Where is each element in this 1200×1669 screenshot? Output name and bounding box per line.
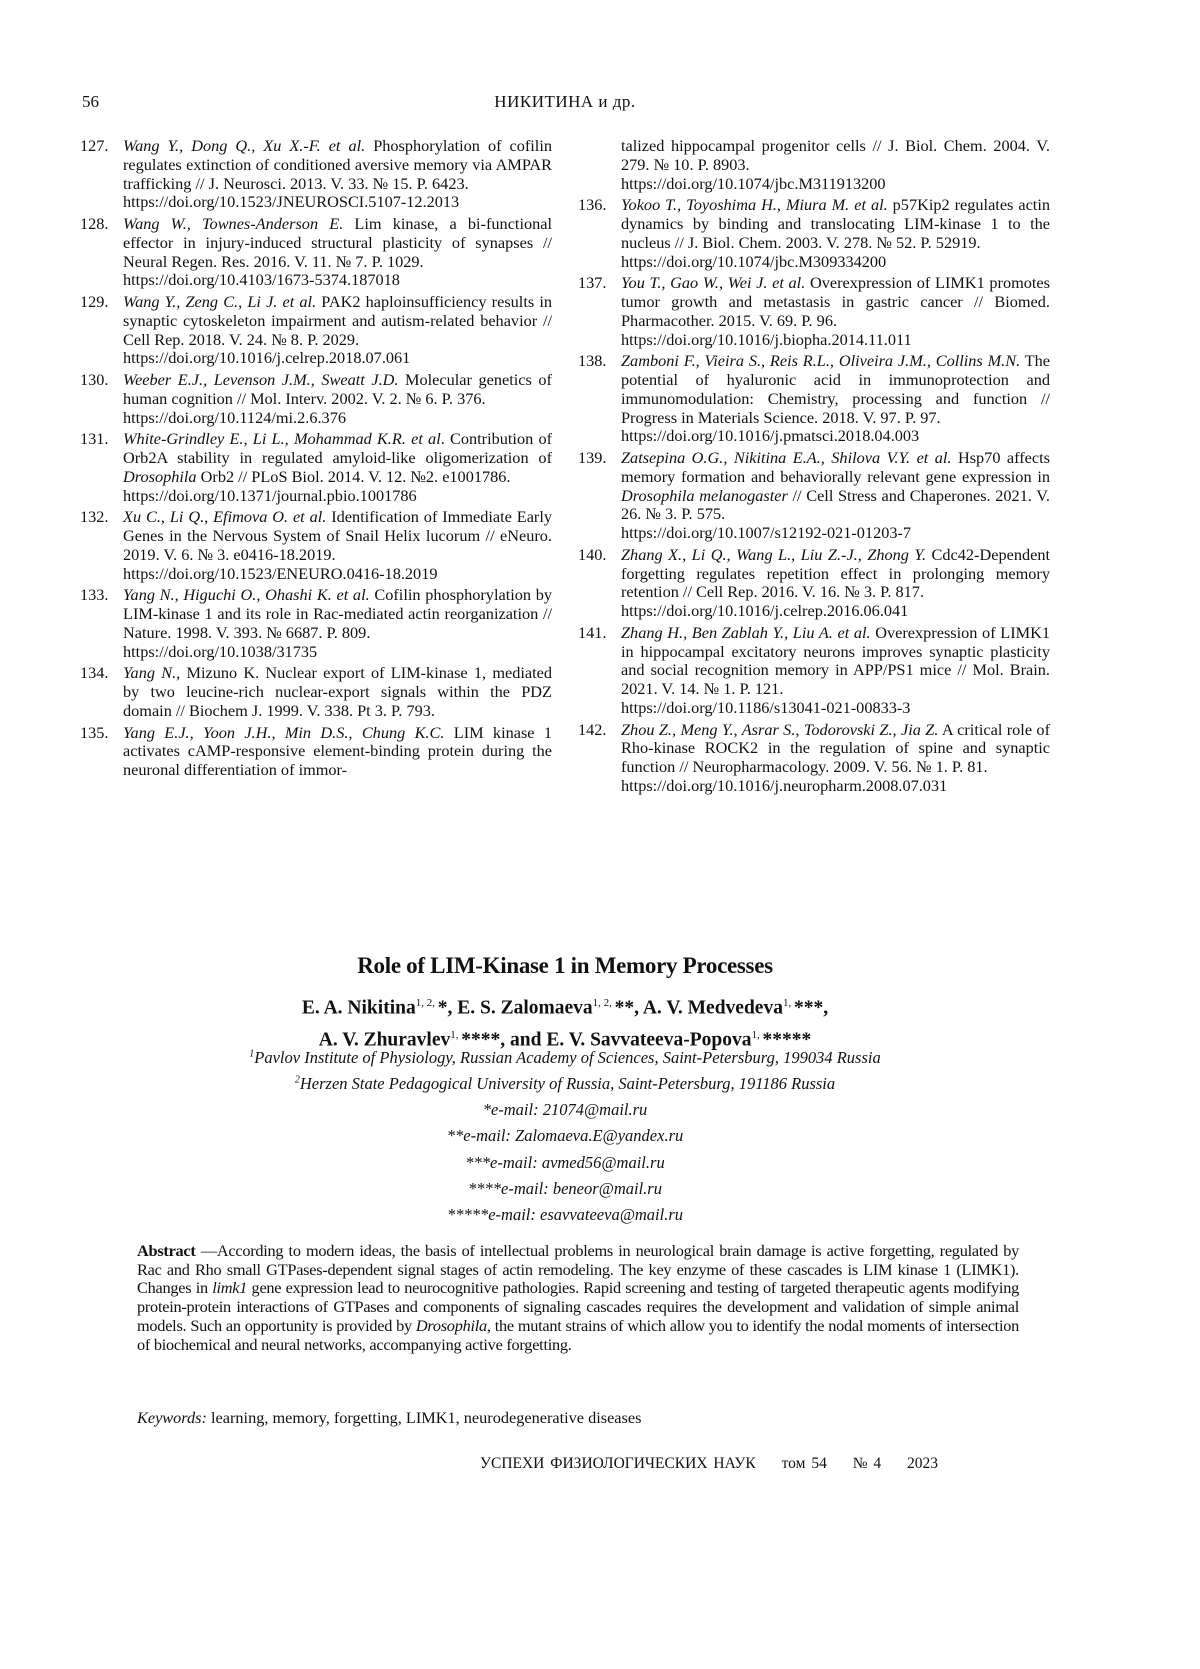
reference-italic-text: Yang N., Higuchi O., Ohashi K. et al. — [123, 585, 370, 604]
reference-text-part: Phosphorylation of cofilin regulates extinction of conditioned aversive memory via AMPAR trafficking // J. Neurosci. 2013. V. 33. № 15. P. 6423. — [123, 136, 552, 193]
author-mark: ***** — [762, 1029, 811, 1050]
reference-doi: https://doi.org/10.1124/mi.2.6.376 — [123, 409, 552, 428]
reference-number: 138. — [578, 352, 607, 371]
journal-footer — [480, 1455, 958, 1473]
reference-item — [80, 508, 552, 583]
author-affiliation-sup: 1, 2, — [593, 997, 615, 1009]
author-mark: ***, — [794, 998, 828, 1019]
reference-item — [578, 624, 1050, 718]
page-number: 56 — [82, 92, 99, 112]
reference-doi: https://doi.org/10.1016/j.celrep.2018.07.061 — [123, 349, 552, 368]
reference-number: 140. — [578, 546, 607, 565]
abstract-text: gene expression lead to neurocognitive pathologies. Rapid screening and testing of targeted therapeutic agents modifying protein-protein interactions of GTPases and components of signaling cascades requires the development and validation of simple animal models. Such an opportunity is provided by — [137, 1278, 1019, 1334]
reference-text — [123, 723, 552, 780]
reference-text-part: Overexpression of LIMK1 promotes tumor growth and metastasis in gastric cancer // Biomed. Pharmacother. 2015. V. 69. P. 96. — [621, 273, 1050, 330]
abstract-text: —According to modern ideas, the basis of intellectual problems in neurological brain damage is active forgetting, regulated by Rac and Rho small GTPases-dependent signal stages of actin remodeling. The key enzyme of these cascades is LIM kinase 1 (LIMK1). Changes in — [137, 1241, 1019, 1297]
reference-text-part: Overexpression of LIMK1 in hippocampal excitatory neurons improves synaptic plasticity and social recognition memory in APP/PS1 mice // Mol. Brain. 2021. V. 14. № 1. P. 121. — [621, 623, 1050, 698]
author-name: E. V. Savvateeva-Popova — [546, 1029, 751, 1050]
keywords — [137, 1408, 641, 1428]
reference-italic-text: Zatsepina O.G., Nikitina E.A., Shilova V.Y. et al. — [621, 448, 952, 467]
reference-italic-text: Yang E.J., Yoon J.H., Min D.S., Chung K.C. — [123, 723, 444, 742]
reference-item — [80, 371, 552, 427]
reference-text — [123, 585, 552, 642]
reference-number: 132. — [80, 508, 109, 527]
reference-italic-text: Zhang H., Ben Zablah Y., Liu A. et al. — [621, 623, 871, 642]
journal-volume: том 54 — [782, 1455, 827, 1472]
abstract — [137, 1242, 1019, 1354]
reference-number: 131. — [80, 430, 109, 449]
reference-text — [123, 429, 552, 486]
email-line: ***e-mail: avmed56@mail.ru — [0, 1153, 1130, 1173]
reference-number: 130. — [80, 371, 109, 390]
reference-text — [621, 195, 1050, 252]
references-right-column — [578, 137, 1050, 799]
reference-number: 135. — [80, 724, 109, 743]
author-name: E. A. Nikitina — [302, 998, 416, 1019]
abstract-label: Abstract — [137, 1241, 196, 1260]
reference-text — [621, 545, 1050, 602]
reference-text-part: talized hippocampal progenitor cells // J. Biol. Chem. 2004. V. 279. № 10. P. 8903. — [621, 136, 1050, 174]
reference-italic-text: Wang W., Townes-Anderson E. — [123, 214, 343, 233]
abstract-text: Drosophila — [416, 1316, 487, 1335]
reference-item — [80, 430, 552, 505]
reference-number: 137. — [578, 274, 607, 293]
reference-item — [80, 664, 552, 720]
reference-number: 133. — [80, 586, 109, 605]
reference-text-part: Orb2 // PLoS Biol. 2014. V. 12. №2. e1001786. — [197, 467, 511, 486]
reference-text-part: A critical role of Rho-kinase ROCK2 in the regulation of spine and synaptic function // Neuropharmacology. 2009. V. 56. № 1. P. 81. — [621, 720, 1050, 777]
email-line: **e-mail: Zalomaeva.E@yandex.ru — [0, 1126, 1130, 1146]
reference-doi: https://doi.org/10.1016/j.neuropharm.2008.07.031 — [621, 777, 1050, 796]
reference-item — [578, 449, 1050, 543]
journal-issue: № 4 — [853, 1455, 881, 1472]
reference-text — [621, 720, 1050, 777]
reference-text — [123, 507, 552, 564]
author-name: A. V. Zhuravlev — [319, 1029, 450, 1050]
keywords-label: Keywords: — [137, 1408, 207, 1427]
reference-text — [123, 214, 552, 271]
reference-italic-text: You T., Gao W., Wei J. et al. — [621, 273, 805, 292]
author-affiliation-sup: 1, 2, — [416, 997, 438, 1009]
reference-italic-text: Drosophila — [123, 467, 197, 486]
reference-italic-text: Drosophila melanogaster — [621, 486, 788, 505]
reference-text — [621, 136, 1050, 174]
reference-doi: https://doi.org/10.1074/jbc.M311913200 — [621, 175, 1050, 194]
author-name: A. V. Medvedeva — [643, 998, 783, 1019]
author-name: E. S. Zalomaeva — [457, 998, 592, 1019]
reference-italic-text: Zhou Z., Meng Y., Asrar S., Todorovski Z., Jia Z. — [621, 720, 938, 739]
reference-item — [80, 586, 552, 661]
journal-name: УСПЕХИ ФИЗИОЛОГИЧЕСКИХ НАУК — [480, 1455, 756, 1472]
article-title: Role of LIM-Kinase 1 in Memory Processes — [0, 953, 1130, 979]
reference-number: 134. — [80, 664, 109, 683]
author-affiliation-sup: 1, — [751, 1029, 762, 1041]
reference-italic-text: Wang Y., Zeng C., Li J. et al. — [123, 292, 316, 311]
reference-italic-text: Wang Y., Dong Q., Xu X.-F. et al. — [123, 136, 365, 155]
reference-item — [578, 196, 1050, 271]
reference-italic-text: White-Grindley E., Li L., Mohammad K.R. et al — [123, 429, 441, 448]
reference-item — [80, 724, 552, 780]
reference-doi: https://doi.org/10.1523/JNEUROSCI.5107-12.2013 — [123, 193, 552, 212]
affiliation-sup: 1 — [249, 1049, 254, 1060]
reference-text — [621, 351, 1050, 426]
reference-text — [123, 663, 552, 720]
reference-text — [621, 623, 1050, 698]
reference-text-part: Molecular genetics of human cognition // Mol. Interv. 2002. V. 2. № 6. P. 376. — [123, 370, 552, 408]
abstract-text: , the mutant strains of which allow you to identify the nodal moments of intersection of biochemical and neural networks, accompanying active forgetting. — [137, 1316, 1019, 1354]
reference-doi: https://doi.org/10.1186/s13041-021-00833-3 — [621, 699, 1050, 718]
authors — [0, 990, 1130, 1053]
reference-doi: https://doi.org/10.1016/j.pmatsci.2018.04.003 — [621, 427, 1050, 446]
reference-text-part: The potential of hyaluronic acid in immunoprotection and immunomodulation: Chemistry, processing and function // Progress in Materials Science. 2018. V. 97. P. 97. — [621, 351, 1050, 426]
abstract-text: limk1 — [212, 1278, 247, 1297]
reference-text-part: Identification of Immediate Early Genes in the Nervous System of Snail Helix lucorum // eNeuro. 2019. V. 6. № 3. e0416-18.2019. — [123, 507, 552, 564]
affiliation-text: Herzen State Pedagogical University of Russia, Saint-Petersburg, 191186 Russia — [300, 1074, 835, 1093]
reference-text — [123, 136, 552, 193]
reference-text — [621, 273, 1050, 330]
reference-doi: https://doi.org/10.1523/ENEURO.0416-18.2019 — [123, 565, 552, 584]
reference-italic-text: Zamboni F., Vieira S., Reis R.L., Oliveira J.M., Collins M.N. — [621, 351, 1020, 370]
running-title: НИКИТИНА и др. — [0, 92, 1130, 112]
reference-italic-text: Zhang X., Li Q., Wang L., Liu Z.-J., Zhong Y. — [621, 545, 926, 564]
reference-text-part: LIM kinase 1 activates cAMP-responsive element-binding protein during the neuronal differentiation of immor- — [123, 723, 552, 780]
author-mark: ****, and — [461, 1029, 546, 1050]
reference-doi: https://doi.org/10.1007/s12192-021-01203-7 — [621, 524, 1050, 543]
author-mark: **, — [615, 998, 643, 1019]
reference-item — [578, 137, 1050, 193]
references-left-column — [80, 137, 552, 783]
reference-text-part: , Mizuno K. Nuclear export of LIM-kinase 1, mediated by two leucine-rich nuclear-export signals within the PDZ domain // Biochem J. 1999. V. 338. Pt 3. P. 793. — [123, 663, 552, 720]
reference-number: 139. — [578, 449, 607, 468]
author-mark: *, — [438, 998, 458, 1019]
reference-item — [578, 721, 1050, 796]
reference-item — [80, 293, 552, 368]
reference-item — [80, 137, 552, 212]
affiliation — [0, 1074, 1130, 1094]
reference-italic-text: Weeber E.J., Levenson J.M., Sweatt J.D. — [123, 370, 398, 389]
reference-text-part: // Cell Stress and Chaperones. 2021. V. 26. № 3. P. 575. — [621, 486, 1050, 524]
reference-number: 129. — [80, 293, 109, 312]
reference-text-part: Cofilin phosphorylation by LIM-kinase 1 and its role in Rac-mediated actin reorganization // Nature. 1998. V. 393. № 6687. P. 809. — [123, 585, 552, 642]
author-affiliation-sup: 1, — [450, 1029, 461, 1041]
reference-text-part: p57Kip2 regulates actin dynamics by binding and translocating LIM-kinase 1 to the nucleus // J. Biol. Chem. 2003. V. 278. № 52. P. 52919. — [621, 195, 1050, 252]
reference-doi: https://doi.org/10.1016/j.celrep.2016.06.041 — [621, 602, 1050, 621]
reference-text-part: PAK2 haploinsufficiency results in synaptic cytoskeleton impairment and autism-related behavior // Cell Rep. 2018. V. 24. № 8. P. 2029. — [123, 292, 552, 349]
reference-text-part: Lim kinase, a bi-functional effector in injury-induced structural plasticity of synapses // Neural Regen. Res. 2016. V. 11. № 7. P. 1029. — [123, 214, 552, 271]
reference-text — [123, 370, 552, 408]
reference-text — [123, 292, 552, 349]
email-line: *****e-mail: esavvateeva@mail.ru — [0, 1205, 1130, 1225]
reference-doi: https://doi.org/10.1038/31735 — [123, 643, 552, 662]
author-affiliation-sup: 1, — [783, 997, 794, 1009]
reference-text-part: Cdc42-Dependent forgetting regulates repetition effect in prolonging memory retention // Cell Rep. 2016. V. 16. № 3. P. 817. — [621, 545, 1050, 602]
reference-italic-text: Xu C., Li Q., Efimova O. et al. — [123, 507, 326, 526]
reference-item — [578, 546, 1050, 621]
affiliation-text: Pavlov Institute of Physiology, Russian Academy of Sciences, Saint-Petersburg, 199034 Russia — [254, 1048, 880, 1067]
reference-doi: https://doi.org/10.1016/j.biopha.2014.11.011 — [621, 331, 1050, 350]
reference-doi: https://doi.org/10.1074/jbc.M309334200 — [621, 253, 1050, 272]
reference-text-part: Hsp70 affects memory formation and behaviorally relevant gene expression in — [621, 448, 1050, 486]
email-line: *e-mail: 21074@mail.ru — [0, 1100, 1130, 1120]
reference-number: 127. — [80, 137, 109, 156]
reference-italic-text: Yokoo T., Toyoshima H., Miura M. et al. — [621, 195, 888, 214]
reference-number: 142. — [578, 721, 607, 740]
reference-doi: https://doi.org/10.4103/1673-5374.187018 — [123, 271, 552, 290]
reference-number: 141. — [578, 624, 607, 643]
reference-item — [578, 352, 1050, 446]
keywords-text: learning, memory, forgetting, LIMK1, neurodegenerative diseases — [207, 1408, 641, 1427]
reference-number: 136. — [578, 196, 607, 215]
reference-italic-text: Yang N. — [123, 663, 176, 682]
journal-year: 2023 — [907, 1455, 938, 1472]
email-line: ****e-mail: beneor@mail.ru — [0, 1179, 1130, 1199]
reference-item — [578, 274, 1050, 349]
reference-doi: https://doi.org/10.1371/journal.pbio.1001786 — [123, 487, 552, 506]
reference-item — [80, 215, 552, 290]
reference-text — [621, 448, 1050, 523]
affiliation — [0, 1048, 1130, 1068]
authors-line-1 — [0, 990, 1130, 1022]
reference-number: 128. — [80, 215, 109, 234]
affiliation-sup: 2 — [295, 1075, 300, 1086]
reference-text-part: . Contribution of Orb2A stability in regulated amyloid-like oligomerization of — [123, 429, 552, 467]
